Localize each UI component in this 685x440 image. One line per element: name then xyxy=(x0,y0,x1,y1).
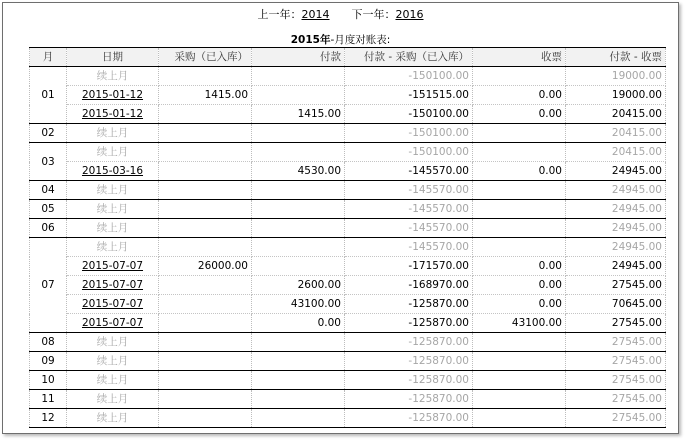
payment-cell xyxy=(252,390,345,409)
net-cell: -125870.00 xyxy=(345,333,473,352)
month-cell: 12 xyxy=(30,409,67,428)
net-cell: -145570.00 xyxy=(345,219,473,238)
date-cell xyxy=(67,295,159,314)
net-cell: -150100.00 xyxy=(345,67,473,86)
payment-cell xyxy=(252,238,345,257)
carry-over-cell: 续上月 xyxy=(67,333,159,352)
balance-cell: 20415.00 xyxy=(566,105,666,124)
net-cell: -171570.00 xyxy=(345,257,473,276)
balance-cell: 24945.00 xyxy=(566,257,666,276)
balance-cell: 20415.00 xyxy=(566,143,666,162)
month-cell: 02 xyxy=(30,124,67,143)
month-cell: 03 xyxy=(30,143,67,181)
month-cell: 10 xyxy=(30,371,67,390)
carry-over-cell: 续上月 xyxy=(67,390,159,409)
carry-over-cell: 续上月 xyxy=(67,143,159,162)
purchase-cell xyxy=(159,295,252,314)
table-caption xyxy=(3,33,678,47)
table-row xyxy=(30,219,666,238)
table-row xyxy=(30,352,666,371)
payment-cell: 0.00 xyxy=(252,314,345,333)
purchase-cell xyxy=(159,67,252,86)
purchase-cell xyxy=(159,409,252,428)
net-cell: -125870.00 xyxy=(345,314,473,333)
year-navigation xyxy=(3,8,678,22)
balance-cell: 27545.00 xyxy=(566,371,666,390)
purchase-cell xyxy=(159,371,252,390)
invoice-cell xyxy=(473,409,566,428)
payment-cell xyxy=(252,352,345,371)
purchase-cell xyxy=(159,162,252,181)
table-row xyxy=(30,314,666,333)
net-cell: -125870.00 xyxy=(345,390,473,409)
prev-year-label: 上一年： xyxy=(257,8,302,21)
net-cell: -125870.00 xyxy=(345,371,473,390)
table-row xyxy=(30,238,666,257)
invoice-cell xyxy=(473,143,566,162)
invoice-cell xyxy=(473,333,566,352)
carry-over-cell: 续上月 xyxy=(67,181,159,200)
net-cell: -125870.00 xyxy=(345,409,473,428)
balance-cell: 27545.00 xyxy=(566,276,666,295)
net-cell: -168970.00 xyxy=(345,276,473,295)
month-cell: 06 xyxy=(30,219,67,238)
table-row xyxy=(30,200,666,219)
date-link[interactable]: 2015-07-07 xyxy=(81,317,144,329)
table-row xyxy=(30,371,666,390)
carry-over-cell: 续上月 xyxy=(67,219,159,238)
invoice-cell xyxy=(473,219,566,238)
net-cell: -145570.00 xyxy=(345,200,473,219)
invoice-cell xyxy=(473,200,566,219)
carry-over-cell: 续上月 xyxy=(67,371,159,390)
net-cell: -145570.00 xyxy=(345,162,473,181)
net-cell: -145570.00 xyxy=(345,238,473,257)
col-header-date: 日期 xyxy=(67,48,159,67)
month-cell: 04 xyxy=(30,181,67,200)
invoice-cell xyxy=(473,371,566,390)
date-cell xyxy=(67,276,159,295)
payment-cell xyxy=(252,257,345,276)
report-frame xyxy=(2,2,679,434)
invoice-cell xyxy=(473,124,566,143)
purchase-cell xyxy=(159,390,252,409)
payment-cell: 1415.00 xyxy=(252,105,345,124)
date-link[interactable]: 2015-07-07 xyxy=(81,260,144,272)
net-cell: -125870.00 xyxy=(345,295,473,314)
next-year-link[interactable]: 2016 xyxy=(395,8,424,21)
date-cell xyxy=(67,257,159,276)
month-cell: 01 xyxy=(30,67,67,124)
payment-cell xyxy=(252,219,345,238)
purchase-cell xyxy=(159,238,252,257)
table-row xyxy=(30,276,666,295)
col-header-payment: 付款 xyxy=(252,48,345,67)
payment-cell xyxy=(252,181,345,200)
date-cell xyxy=(67,314,159,333)
purchase-cell: 1415.00 xyxy=(159,86,252,105)
next-year-label: 下一年： xyxy=(351,8,396,21)
balance-cell: 27545.00 xyxy=(566,390,666,409)
purchase-cell: 26000.00 xyxy=(159,257,252,276)
month-cell: 05 xyxy=(30,200,67,219)
table-row xyxy=(30,86,666,105)
purchase-cell xyxy=(159,219,252,238)
date-link[interactable]: 2015-01-12 xyxy=(81,108,144,120)
balance-cell: 24945.00 xyxy=(566,219,666,238)
purchase-cell xyxy=(159,276,252,295)
prev-year-link[interactable]: 2014 xyxy=(301,8,330,21)
caption-year: 2015年 xyxy=(290,34,331,46)
balance-cell: 19000.00 xyxy=(566,86,666,105)
header-row xyxy=(30,48,666,67)
date-cell xyxy=(67,105,159,124)
ledger-body xyxy=(30,67,666,428)
balance-cell: 24945.00 xyxy=(566,162,666,181)
payment-cell xyxy=(252,67,345,86)
table-row xyxy=(30,333,666,352)
balance-cell: 20415.00 xyxy=(566,124,666,143)
col-header-purchase: 采购（已入库） xyxy=(159,48,252,67)
payment-cell xyxy=(252,333,345,352)
net-cell: -125870.00 xyxy=(345,352,473,371)
invoice-cell: 0.00 xyxy=(473,295,566,314)
month-cell: 09 xyxy=(30,352,67,371)
balance-cell: 24945.00 xyxy=(566,238,666,257)
payment-cell xyxy=(252,124,345,143)
payment-cell: 2600.00 xyxy=(252,276,345,295)
date-link[interactable]: 2015-07-07 xyxy=(81,298,144,310)
invoice-cell xyxy=(473,352,566,371)
purchase-cell xyxy=(159,181,252,200)
invoice-cell xyxy=(473,238,566,257)
invoice-cell: 43100.00 xyxy=(473,314,566,333)
date-link[interactable]: 2015-07-07 xyxy=(81,279,144,291)
month-cell: 11 xyxy=(30,390,67,409)
balance-cell: 70645.00 xyxy=(566,295,666,314)
col-header-net: 付款 - 采购（已入库） xyxy=(345,48,473,67)
date-link[interactable]: 2015-03-16 xyxy=(81,165,144,177)
purchase-cell xyxy=(159,200,252,219)
table-row xyxy=(30,181,666,200)
purchase-cell xyxy=(159,143,252,162)
ledger-table xyxy=(29,47,666,428)
carry-over-cell: 续上月 xyxy=(67,409,159,428)
net-cell: -151515.00 xyxy=(345,86,473,105)
date-cell xyxy=(67,86,159,105)
invoice-cell: 0.00 xyxy=(473,162,566,181)
balance-cell: 27545.00 xyxy=(566,352,666,371)
table-row xyxy=(30,143,666,162)
table-row xyxy=(30,124,666,143)
payment-cell xyxy=(252,200,345,219)
purchase-cell xyxy=(159,333,252,352)
balance-cell: 24945.00 xyxy=(566,181,666,200)
date-link[interactable]: 2015-01-12 xyxy=(81,89,144,101)
balance-cell: 27545.00 xyxy=(566,333,666,352)
payment-cell: 43100.00 xyxy=(252,295,345,314)
balance-cell: 24945.00 xyxy=(566,200,666,219)
purchase-cell xyxy=(159,352,252,371)
carry-over-cell: 续上月 xyxy=(67,67,159,86)
month-cell: 08 xyxy=(30,333,67,352)
balance-cell: 27545.00 xyxy=(566,314,666,333)
payment-cell xyxy=(252,86,345,105)
net-cell: -150100.00 xyxy=(345,143,473,162)
col-header-invoice: 收票 xyxy=(473,48,566,67)
carry-over-cell: 续上月 xyxy=(67,238,159,257)
invoice-cell: 0.00 xyxy=(473,105,566,124)
table-row xyxy=(30,105,666,124)
invoice-cell: 0.00 xyxy=(473,257,566,276)
col-header-balance: 付款 - 收票 xyxy=(566,48,666,67)
purchase-cell xyxy=(159,124,252,143)
payment-cell: 4530.00 xyxy=(252,162,345,181)
caption-text: -月度对账表: xyxy=(330,34,391,46)
month-cell: 07 xyxy=(30,238,67,333)
purchase-cell xyxy=(159,314,252,333)
carry-over-cell: 续上月 xyxy=(67,124,159,143)
payment-cell xyxy=(252,409,345,428)
table-row xyxy=(30,295,666,314)
payment-cell xyxy=(252,143,345,162)
invoice-cell: 0.00 xyxy=(473,276,566,295)
net-cell: -150100.00 xyxy=(345,105,473,124)
table-row xyxy=(30,390,666,409)
carry-over-cell: 续上月 xyxy=(67,200,159,219)
invoice-cell xyxy=(473,181,566,200)
col-header-month: 月 xyxy=(30,48,67,67)
purchase-cell xyxy=(159,105,252,124)
invoice-cell xyxy=(473,67,566,86)
net-cell: -145570.00 xyxy=(345,181,473,200)
carry-over-cell: 续上月 xyxy=(67,352,159,371)
payment-cell xyxy=(252,371,345,390)
table-row xyxy=(30,409,666,428)
invoice-cell: 0.00 xyxy=(473,86,566,105)
balance-cell: 19000.00 xyxy=(566,67,666,86)
net-cell: -150100.00 xyxy=(345,124,473,143)
balance-cell: 27545.00 xyxy=(566,409,666,428)
table-row xyxy=(30,162,666,181)
invoice-cell xyxy=(473,390,566,409)
date-cell xyxy=(67,162,159,181)
table-row xyxy=(30,67,666,86)
table-row xyxy=(30,257,666,276)
